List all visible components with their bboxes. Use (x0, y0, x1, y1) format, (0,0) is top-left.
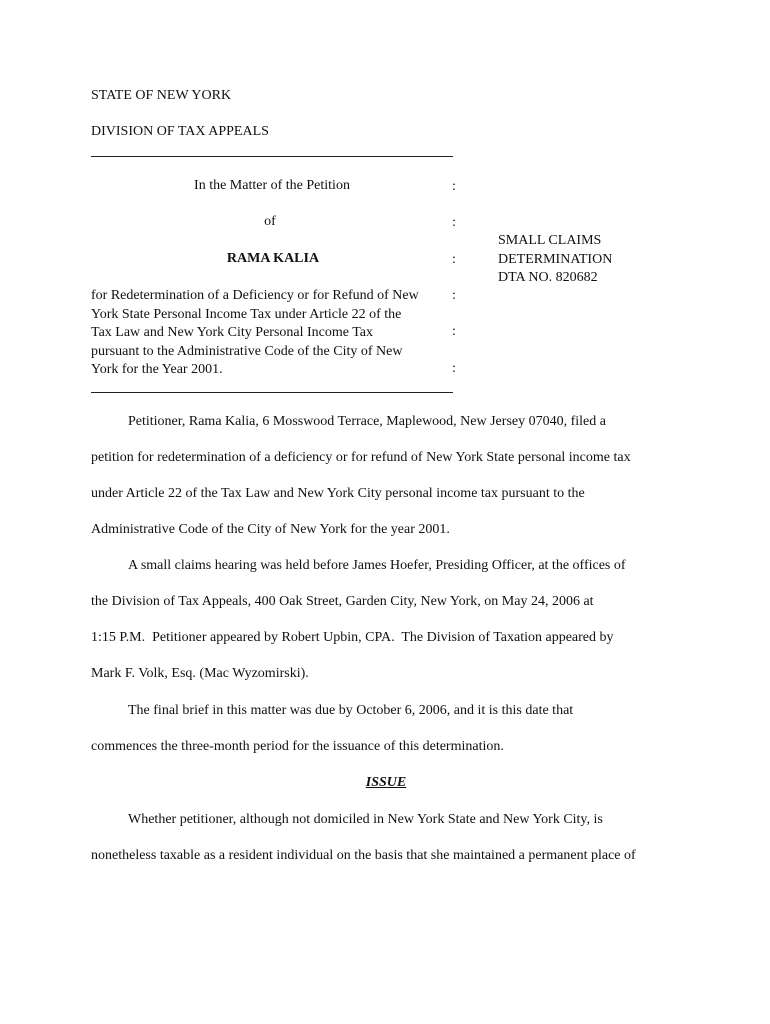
division-heading: DIVISION OF TAX APPEALS (91, 124, 269, 139)
caption-colon: : (452, 179, 456, 194)
paragraph-line: A small claims hearing was held before James Hoefer, Presiding Officer, at the offices of (128, 558, 626, 573)
caption-colon: : (452, 361, 456, 376)
dta-number: DTA NO. 820682 (498, 270, 598, 285)
of-line: of (264, 214, 276, 229)
paragraph-line: Administrative Code of the City of New York for the year 2001. (91, 522, 450, 537)
paragraph-line: Mark F. Volk, Esq. (Mac Wyzomirski). (91, 666, 309, 681)
caption-bottom-rule (91, 392, 453, 393)
caption-colon: : (452, 288, 456, 303)
caption-line: York State Personal Income Tax under Article 22 of the (91, 306, 402, 322)
caption-colon: : (452, 215, 456, 230)
paragraph-line: Whether petitioner, although not domiciled in New York State and New York City, is (128, 812, 603, 827)
determination-label: DETERMINATION (498, 251, 613, 267)
caption-colon: : (452, 324, 456, 339)
paragraph-line: nonetheless taxable as a resident individual on the basis that she maintained a permanent place of (91, 848, 636, 863)
caption-line: York for the Year 2001. (91, 362, 223, 377)
paragraph-line: the Division of Tax Appeals, 400 Oak Street, Garden City, New York, on May 24, 2006 at (91, 594, 594, 609)
paragraph-line: petition for redetermination of a deficiency or for refund of New York State personal income tax (91, 450, 631, 465)
petitioner-name: RAMA KALIA (226, 251, 320, 266)
paragraph-line: commences the three-month period for the issuance of this determination. (91, 739, 504, 754)
caption-line: for Redetermination of a Deficiency or for Refund of New (91, 288, 419, 303)
paragraph-line: Petitioner, Rama Kalia, 6 Mosswood Terrace, Maplewood, New Jersey 07040, filed a (128, 414, 606, 429)
caption-line: pursuant to the Administrative Code of the City of New (91, 343, 403, 359)
matter-line: In the Matter of the Petition (194, 178, 350, 193)
paragraph-line: 1:15 P.M. Petitioner appeared by Robert Upbin, CPA. The Division of Taxation appeared by (91, 630, 614, 645)
determination-block (498, 232, 612, 288)
caption-top-rule (91, 156, 453, 157)
paragraph-line: The final brief in this matter was due by October 6, 2006, and it is this date that (128, 703, 574, 718)
small-claims-label: SMALL CLAIMS (498, 233, 602, 248)
redetermination-caption (91, 287, 449, 380)
state-heading: STATE OF NEW YORK (91, 88, 232, 103)
caption-colon: : (452, 252, 456, 267)
caption-line: Tax Law and New York City Personal Income Tax (91, 325, 374, 340)
issue-heading: ISSUE (365, 775, 407, 790)
paragraph-line: under Article 22 of the Tax Law and New York City personal income tax pursuant to the (91, 486, 585, 501)
